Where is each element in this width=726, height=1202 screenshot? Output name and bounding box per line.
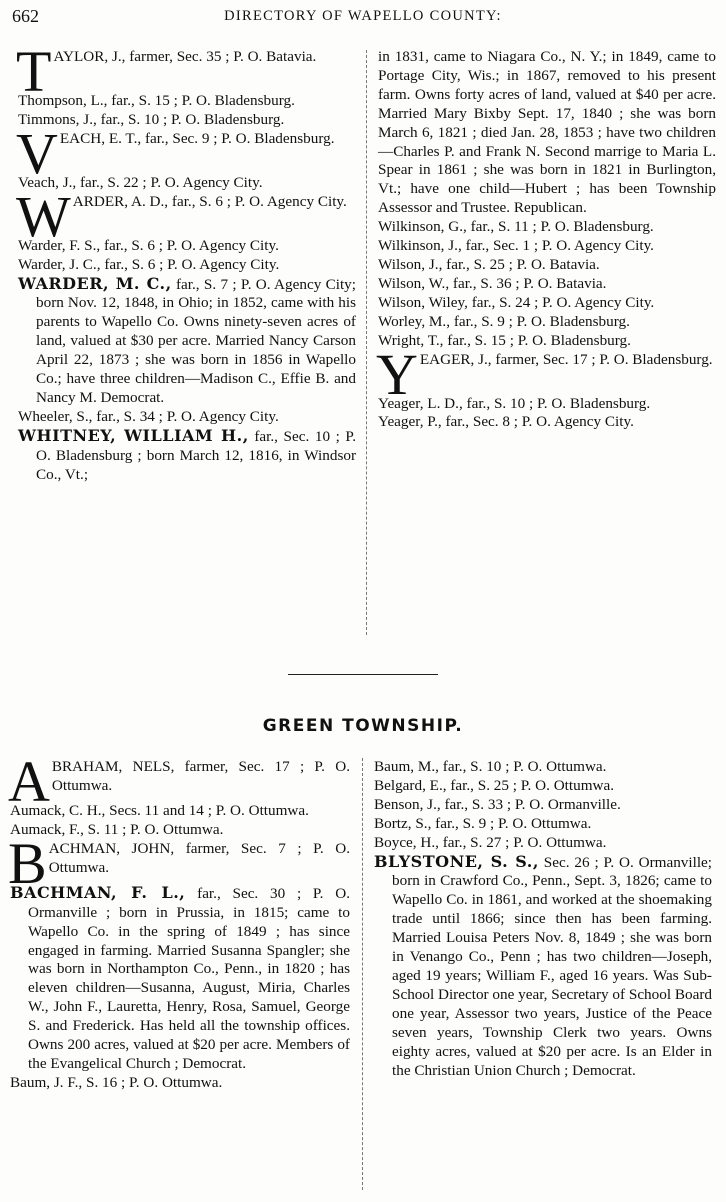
entry-text: Sec. 26 ; P. O. Ormanville; born in Crawford Co., Penn., Sept. 3, 1826; came to Wapello Co. in 1861, and worked at the shoemaking trade until 1866; since then has been farming. Married Louisa Peters Nov. 8, 1849 ; she was born in Venango Co., Penn ; has two children—Joseph, aged 19 years; William F., aged 16 years. Was Sub-School Director one year, Secretary of School Board one year, Assessor two years, Justice of the Peace seven years, Township Clerk two years. Owns eighty acres, valued at $20 per acre. Is an Elder in the Christian Union Church ; Democrat. [392,853,713,1079]
page-number: 662 [12,6,39,26]
section-divider-rule [288,674,438,675]
entry-continuation: in 1831, came to Niagara Co., N. Y.; in 1849, came to Portage City, Wis.; in 1867, removed to his present farm. Owns forty acres of land, valued at $40 per acre. Married Mary Bixby Sept. 17, 1840 ; she was born March 6, 1821 ; died Jan. 28, 1853 ; have two children—Charles P. and Frank N. Second marrige to Maria L. Spear in 1861 ; she was born in 1821 in Burlington, Vt.; have one child—Hubert ; has been Township Assessor and Trustee. Republican. [378,48,716,217]
directory-entry: Wright, T., far., S. 15 ; P. O. Bladensburg. [378,331,631,349]
entry-text: BRAHAM, NELS, farmer, Sec. 17 ; P. O. Ottumwa. [51,758,350,794]
entry-name: WHITNEY, WILLIAM H., [18,425,249,445]
section2-right-column [374,758,712,1080]
entry-text: EACH, E. T., far., Sec. 9 ; P. O. Bladensburg. [59,129,335,147]
section2-left-column [8,749,351,1093]
biographical-entry [18,427,356,485]
directory-entry: Wheeler, S., far., S. 34 ; P. O. Agency City. [18,407,279,425]
drop-cap-initial: Y [376,341,418,407]
directory-entry: Boyce, H., far., S. 27 ; P. O. Ottumwa. [374,833,607,851]
directory-entry: Warder, F. S., far., S. 6 ; P. O. Agency City. [18,236,279,254]
biographical-entry [10,884,350,1074]
entry-text: far., Sec. 30 ; P. O. Ormanville ; born in Prussia, in 1815; came to Wapello Co. in the spring of 1849 ; has since engaged in farming. Married Susanna Spangler; she was born in Northampton Co., Penn., in 1820 ; has eleven children—Susanna, August, Miria, Charles W., John F., Lauretta, Henry, Rosa, Samuel, George S. and Frederick. Has held all the township offices. Owns 200 acres, valued at $20 per acre. Members of the Evangelical Church ; Democrat. [28,884,351,1072]
directory-entry: Wilson, W., far., S. 36 ; P. O. Batavia. [378,274,607,292]
column-divider [362,758,363,1190]
biographical-entry [18,275,356,408]
directory-entry: Warder, J. C., far., S. 6 ; P. O. Agency City. [18,255,280,273]
entry-name: WARDER, M. C., [18,273,172,293]
directory-entry: Yeager, L. D., far., S. 10 ; P. O. Bladensburg. [378,394,651,412]
drop-cap-initial: T [16,39,52,104]
entry-text: ACHMAN, JOHN, farmer, Sec. 7 ; P. O. Ottumwa. [48,839,350,876]
directory-entry: Baum, M., far., S. 10 ; P. O. Ottumwa. [374,758,607,775]
directory-entry: Wilkinson, G., far., S. 11 ; P. O. Bladensburg. [378,218,654,236]
directory-entry: Yeager, P., far., Sec. 8 ; P. O. Agency City. [378,413,634,431]
column-divider [366,50,367,635]
section1-left-column [16,39,356,485]
directory-entry: Veach, J., far., S. 22 ; P. O. Agency City. [18,173,263,191]
drop-cap-initial: V [16,120,58,186]
directory-entry: Wilson, Wiley, far., S. 24 ; P. O. Agency City. [378,293,655,311]
directory-entry: Aumack, C. H., Secs. 11 and 14 ; P. O. Ottumwa. [10,802,309,819]
biographical-entry [374,853,712,1081]
directory-entry: Wilson, J., far., S. 25 ; P. O. Batavia. [378,255,600,273]
entry-name: BLYSTONE, S. S., [374,851,539,871]
drop-cap-initial: A [8,749,50,814]
directory-entry: Timmons, J., far., S. 10 ; P. O. Bladensburg. [18,110,285,128]
entry-text: ARDER, A. D., far., S. 6 ; P. O. Agency City. [72,192,347,210]
section-title: GREEN TOWNSHIP. [262,716,464,736]
directory-entry: Bortz, S., far., S. 9 ; P. O. Ottumwa. [374,814,592,832]
directory-entry: Belgard, E., far., S. 25 ; P. O. Ottumwa. [374,776,615,794]
entry-text: far., S. 7 ; P. O. Agency City; born Nov. 12, 1848, in Ohio; in 1852, came with his parents to Wapello Co. Owns ninety-seven acres of land, valued at $30 per acre. Married Nancy Carson April 22, 1873 ; she was born in 1856 in Wapello Co.; have three children—Madison C., Effie B. and Nancy M. Democrat. [36,275,356,406]
entry-name: BACHMAN, F. L., [10,882,186,902]
section1-right-column [378,48,716,432]
directory-entry: Thompson, L., far., S. 15 ; P. O. Bladensburg. [18,92,295,109]
directory-entry: Wilkinson, J., far., Sec. 1 ; P. O. Agency City. [378,237,654,255]
running-head: DIRECTORY OF WAPELLO COUNTY: [224,8,502,24]
drop-cap-initial: W [16,183,71,249]
directory-entry: Aumack, F., S. 11 ; P. O. Ottumwa. [10,820,224,838]
page-header [12,6,714,28]
drop-cap-initial: B [8,830,47,896]
directory-entry: Benson, J., far., S. 33 ; P. O. Ormanville. [374,795,621,813]
entry-text: far., Sec. 10 ; P. O. Bladensburg ; born March 12, 1816, in Windsor Co., Vt.; [36,427,356,483]
directory-entry: Worley, M., far., S. 9 ; P. O. Bladensburg. [378,312,630,330]
entry-text: EAGER, J., farmer, Sec. 17 ; P. O. Bladensburg. [419,350,713,368]
directory-entry: Baum, J. F., S. 16 ; P. O. Ottumwa. [10,1073,223,1091]
entry-text: AYLOR, J., farmer, Sec. 35 ; P. O. Batavia. [53,48,317,65]
